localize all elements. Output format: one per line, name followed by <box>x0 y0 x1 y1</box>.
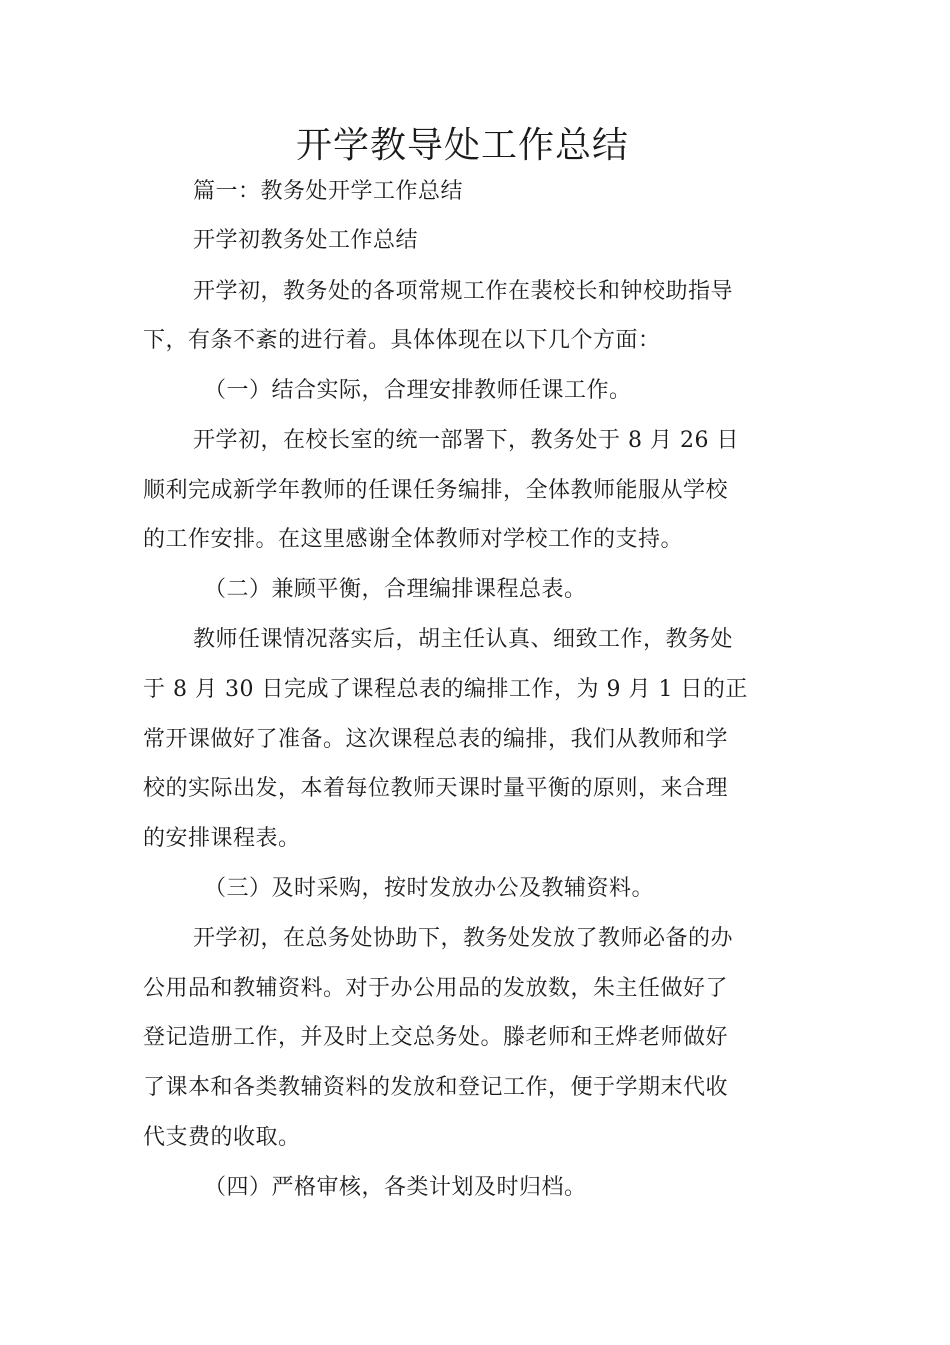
item-heading-2: （二）兼顾平衡，合理编排课程总表。 <box>204 577 587 602</box>
paragraph-line: 下，有条不紊的进行着。具体体现在以下几个方面： <box>143 328 661 353</box>
paragraph-line: 顺利完成新学年教师的任课任务编排，全体教师能服从学校 <box>143 478 729 503</box>
item-heading-1: （一）结合实际，合理安排教师任课工作。 <box>204 378 632 403</box>
paragraph-line: 教师任课情况落实后，胡主任认真、细致工作，教务处 <box>193 627 734 652</box>
paragraph-line: 的工作安排。在这里感谢全体教师对学校工作的支持。 <box>143 527 684 552</box>
item-heading-4: （四）严格审核，各类计划及时归档。 <box>204 1175 587 1200</box>
paragraph-line: 开学初，在总务处协助下，教务处发放了教师必备的办 <box>193 926 734 951</box>
paragraph-line: 开学初，教务处的各项常规工作在裴校长和钟校助指导 <box>193 279 734 304</box>
subtitle: 开学初教务处工作总结 <box>193 228 419 253</box>
paragraph-line: 于 8 月 30 日完成了课程总表的编排工作，为 9 月 1 日的正 <box>143 677 748 702</box>
paragraph-line: 登记造册工作，并及时上交总务处。滕老师和王烨老师做好 <box>143 1025 729 1050</box>
paragraph-line: 常开课做好了准备。这次课程总表的编排，我们从教师和学 <box>143 727 729 752</box>
paragraph-line: 校的实际出发，本着每位教师天课时量平衡的原则，来合理 <box>143 776 729 801</box>
section-heading-1: 篇一：教务处开学工作总结 <box>193 179 464 204</box>
paragraph-line: 的安排课程表。 <box>143 826 301 851</box>
paragraph-line: 了课本和各类教辅资料的发放和登记工作，便于学期末代收 <box>143 1075 729 1100</box>
paragraph-line: 代支费的收取。 <box>143 1125 301 1150</box>
document-title: 开学教导处工作总结 <box>295 125 629 166</box>
paragraph-line: 开学初，在校长室的统一部署下，教务处于 8 月 26 日 <box>193 428 739 453</box>
item-heading-3: （三）及时采购，按时发放办公及教辅资料。 <box>204 876 655 901</box>
paragraph-line: 公用品和教辅资料。对于办公用品的发放数，朱主任做好了 <box>143 976 729 1001</box>
